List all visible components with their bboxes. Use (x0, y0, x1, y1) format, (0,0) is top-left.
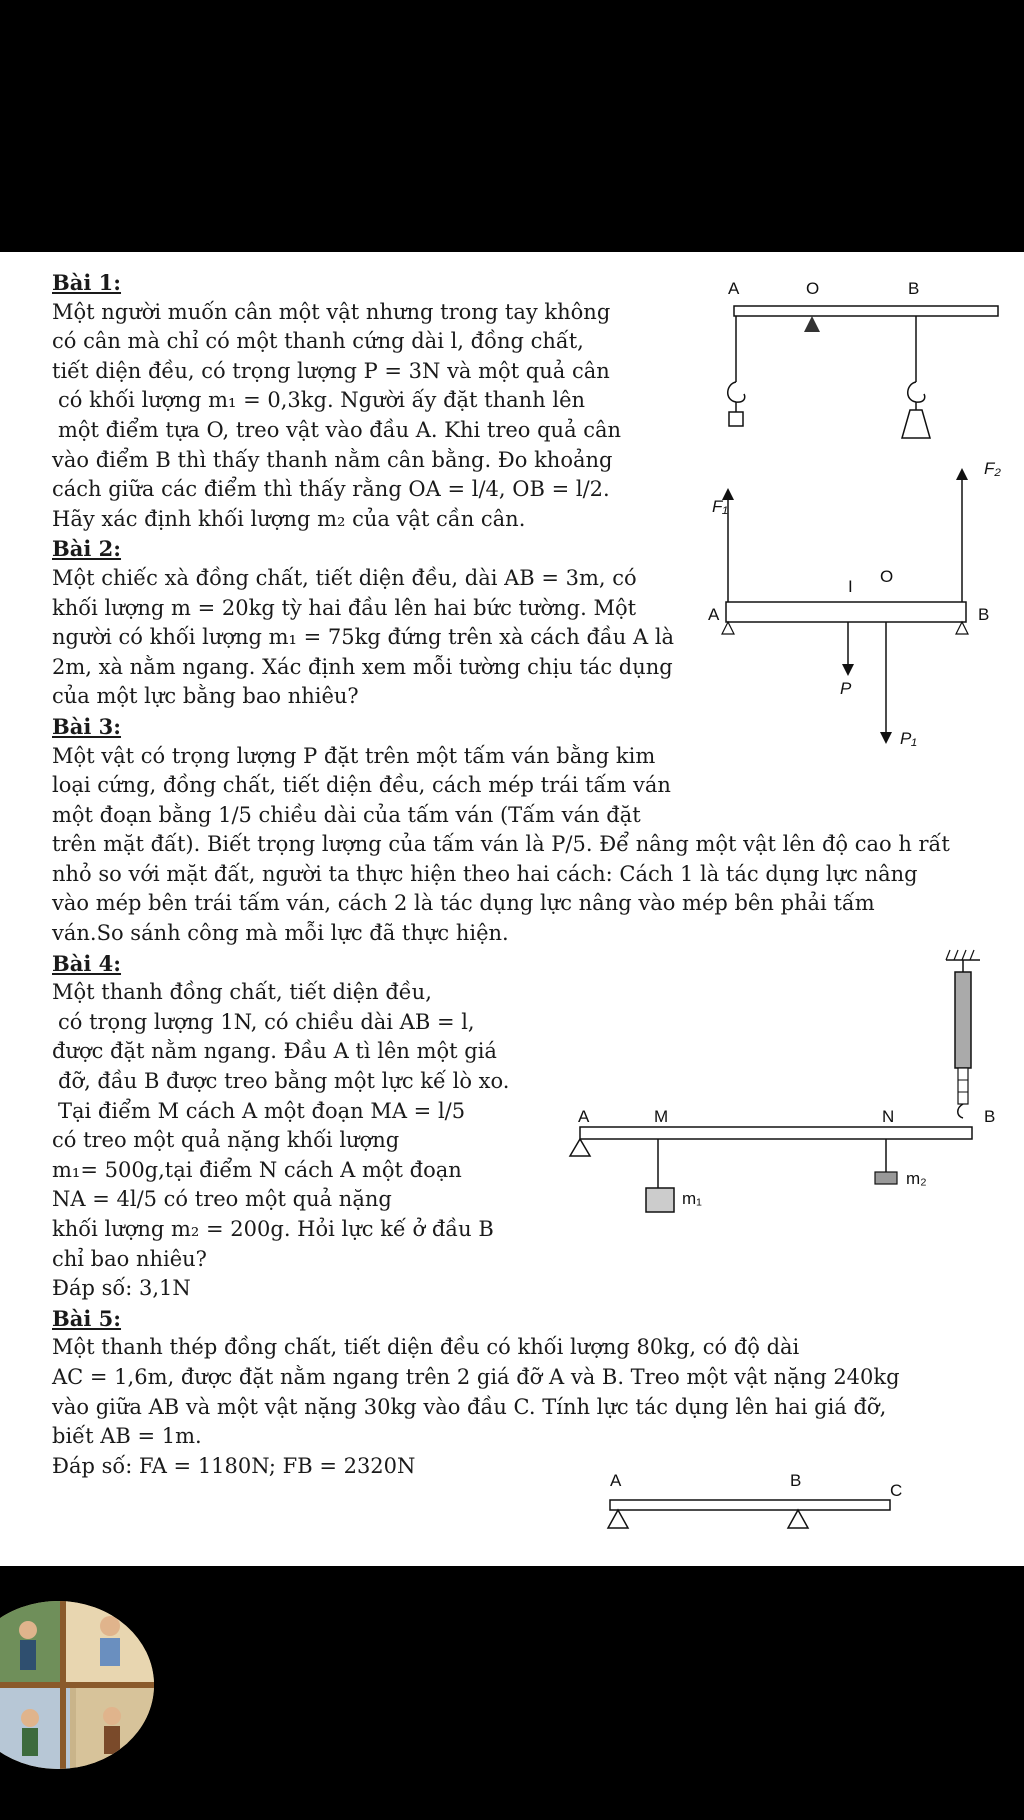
fig4-hook (958, 1104, 963, 1118)
fig1-bar (734, 306, 998, 316)
problem-1-line: một điểm tựa O, treo vật vào đầu A. Khi treo quả cân (58, 417, 622, 442)
fig2-label-o: O (880, 567, 894, 586)
problem-2-line: của một lực bằng bao nhiêu? (52, 684, 359, 709)
problem-4-line: NA = 4l/5 có treo một quả nặng (52, 1187, 392, 1212)
figure-4-bar-spring-scale (560, 942, 1000, 1232)
problem-4-line: khối lượng m₂ = 200g. Hỏi lực kế ở đầu B (52, 1217, 494, 1241)
fig4-label-m1: m₁ (682, 1189, 702, 1208)
figure-2-beam-forces (700, 442, 1010, 752)
problem-2-title: Bài 2: (52, 536, 122, 562)
fig1-label-o: O (806, 279, 820, 298)
problem-3-line: loại cứng, đồng chất, tiết diện đều, cách mép trái tấm ván (52, 773, 671, 798)
problem-1-line: tiết diện đều, có trọng lượng P = 3N và một quả cân (52, 358, 610, 383)
problem-3-line: ván.So sánh công mà mỗi lực đã thực hiện. (52, 921, 509, 946)
fig2-support-b (956, 622, 968, 634)
fig2-label-p1: P₁ (900, 729, 917, 748)
problem-4-line: được đặt nằm ngang. Đầu A tì lên một giá (52, 1039, 497, 1064)
problem-5-title: Bài 5: (52, 1305, 122, 1331)
fig5-label-a: A (610, 1471, 622, 1490)
fig1-hook-a (728, 382, 745, 402)
fig5-label-c: C (890, 1481, 903, 1500)
problem-2-line: 2m, xà nằm ngang. Xác định xem mỗi tường chịu tác dụng (52, 654, 673, 679)
fig5-support-b (788, 1510, 808, 1528)
fig1-fulcrum (804, 316, 820, 332)
fig2-beam (726, 602, 966, 622)
fig5-bar (610, 1500, 890, 1510)
fig4-spring-scale (955, 972, 971, 1068)
problem-4-line: có trọng lượng 1N, có chiều dài AB = l, (58, 1009, 475, 1034)
problem-1-title: Bài 1: (52, 270, 122, 295)
problem-3-line: nhỏ so với mặt đất, người ta thực hiện theo hai cách: Cách 1 là tác dụng lực nâng (52, 861, 918, 886)
fig4-label-m: M (654, 1107, 669, 1126)
fig2-label-i: I (848, 577, 853, 596)
fig1-hook-b (908, 382, 925, 402)
fig4-mass-m1 (646, 1188, 674, 1212)
problem-1-line: vào điểm B thì thấy thanh nằm cân bằng. Đo khoảng (52, 447, 613, 472)
thumbnail-image (0, 1600, 158, 1770)
problem-4-line: đỡ, đầu B được treo bằng một lực kế lò xo. (58, 1069, 510, 1094)
fig4-support (570, 1139, 590, 1156)
fig5-support-a (608, 1510, 628, 1528)
problem-3-title: Bài 3: (52, 713, 122, 739)
figure-5-steel-bar (590, 1466, 930, 1546)
problem-2-line: khối lượng m = 20kg tỳ hai đầu lên hai bức tường. Một (52, 595, 637, 620)
problem-3-line: trên mặt đất). Biết trọng lượng của tấm ván là P/5. Để nâng một vật lên độ cao h rất (52, 832, 950, 857)
problem-5-line: AC = 1,6m, được đặt nằm ngang trên 2 giá đỡ A và B. Treo một vật nặng 240kg (52, 1364, 900, 1389)
problem-3-line: một đoạn bằng 1/5 chiều dài của tấm ván (Tấm ván đặt (52, 802, 641, 827)
problem-3-line: vào mép bên trái tấm ván, cách 2 là tác dụng lực nâng vào mép bên phải tấm (52, 891, 875, 916)
fig4-bar (580, 1127, 972, 1139)
problem-5-line: Một thanh thép đồng chất, tiết diện đều có khối lượng 80kg, có độ dài (52, 1335, 800, 1360)
fig5-label-b: B (790, 1471, 802, 1490)
fig2-label-f1: F₁ (712, 497, 728, 516)
fig2-label-p: P (840, 679, 852, 698)
problem-2-line: Một chiếc xà đồng chất, tiết diện đều, dài AB = 3m, có (52, 565, 637, 590)
fig1-label-a: A (728, 279, 740, 298)
problem-2-line: người có khối lượng m₁ = 75kg đứng trên xà cách đầu A là (52, 625, 675, 650)
fig4-mass-m2 (875, 1172, 897, 1184)
fig2-support-a (722, 622, 734, 634)
problem-4-line: m₁= 500g,tại điểm N cách A một đoạn (52, 1157, 462, 1182)
problem-5-line: vào giữa AB và một vật nặng 30kg vào đầu C. Tính lực tác dụng lên hai giá đỡ, (52, 1394, 887, 1419)
problem-4-line: Tại điểm M cách A một đoạn MA = l/5 (58, 1098, 466, 1123)
figure-1-lever (700, 260, 1010, 460)
problem-1-line: có cân mà chỉ có một thanh cứng dài l, đồng chất, (52, 329, 584, 354)
problem-1-line: Hãy xác định khối lượng m₂ của vật cần cân. (52, 506, 526, 531)
fig4-label-m2: m₂ (906, 1169, 927, 1188)
fig4-scale-rod (958, 1068, 968, 1104)
fig4-label-a: A (578, 1107, 590, 1126)
problem-5-line: biết AB = 1m. (52, 1424, 202, 1449)
fig4-label-b: B (984, 1107, 996, 1126)
fig1-object (729, 412, 743, 426)
fig4-label-n: N (882, 1107, 895, 1126)
problem-4-line: có treo một quả nặng khối lượng (52, 1128, 400, 1153)
document-page (0, 252, 1024, 1566)
fig1-weight (902, 410, 930, 438)
problem-1-line: có khối lượng m₁ = 0,3kg. Người ấy đặt thanh lên (58, 388, 586, 413)
problem-5-answer: Đáp số: FA = 1180N; FB = 2320N (52, 1453, 416, 1478)
problem-1-line: Một người muốn cân một vật nhưng trong tay không (52, 299, 611, 324)
problem-4-answer: Đáp số: 3,1N (52, 1276, 191, 1301)
fig2-label-b: B (978, 605, 990, 624)
problem-4-title: Bài 4: (52, 950, 122, 976)
problem-4-line: Một thanh đồng chất, tiết diện đều, (52, 980, 432, 1005)
problem-3-line: Một vật có trọng lượng P đặt trên một tấm ván bằng kim (52, 743, 656, 768)
problem-1-line: cách giữa các điểm thì thấy rằng OA = l/4, OB = l/2. (52, 477, 610, 502)
fig1-label-b: B (908, 279, 920, 298)
problem-4-line: chỉ bao nhiêu? (52, 1246, 207, 1271)
fig2-label-f2: F₂ (984, 459, 1001, 478)
fig2-label-a: A (708, 605, 720, 624)
